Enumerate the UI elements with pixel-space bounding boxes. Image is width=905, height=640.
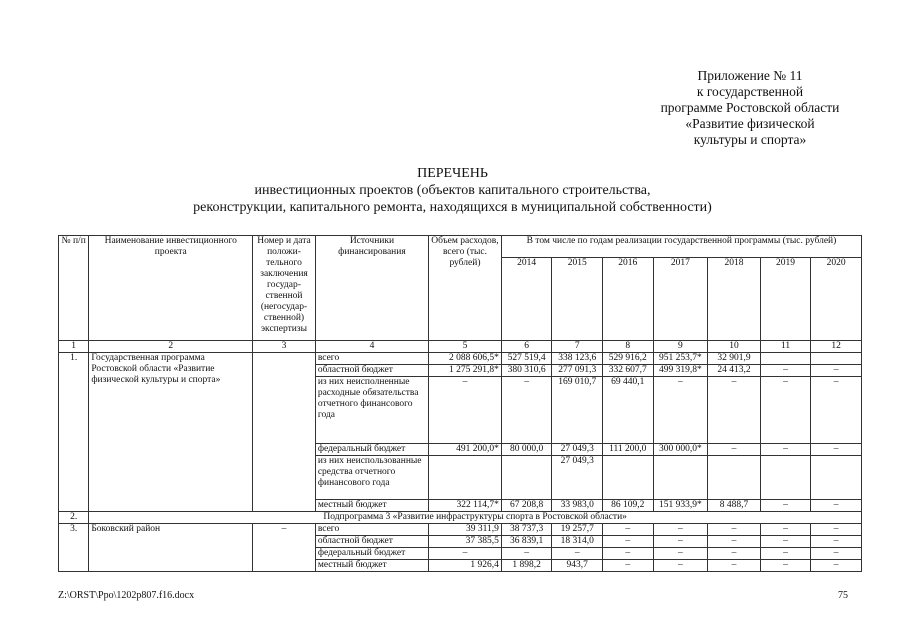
value-cell: – — [708, 560, 761, 572]
row-state-program — [59, 353, 862, 512]
column-number: 7 — [552, 341, 603, 353]
value-cell: – — [653, 560, 708, 572]
appendix-line: «Развитие физической — [685, 116, 815, 131]
value-cell: 32 901,9 — [708, 353, 761, 365]
value-cell: – — [429, 548, 502, 560]
column-number: 11 — [760, 341, 811, 353]
value-cell: 322 114,7* — [429, 500, 502, 512]
funding-source: областной бюджет — [315, 536, 428, 548]
value-cell: – — [603, 524, 654, 536]
value-cell: 18 314,0 — [552, 536, 603, 548]
value-cell: 69 440,1 — [603, 377, 654, 444]
value-cell: – — [811, 444, 862, 456]
header-num: № п/п — [59, 236, 89, 341]
funding-source: местный бюджет — [315, 560, 428, 572]
value-cell: – — [603, 548, 654, 560]
header-year: 2016 — [603, 258, 654, 341]
value-cell: – — [760, 536, 811, 548]
value-cell: 499 319,8* — [653, 365, 708, 377]
value-cell: 39 311,9 — [429, 524, 502, 536]
value-cell: 951 253,7* — [653, 353, 708, 365]
appendix-header — [600, 68, 900, 148]
title-line: реконструкции, капитального ремонта, находящихся в муниципальной собственности) — [193, 200, 712, 215]
value-cell — [811, 353, 862, 365]
value-cell: 169 010,7 — [552, 377, 603, 444]
value-cell: 943,7 — [552, 560, 603, 572]
value-cell: 86 109,2 — [603, 500, 654, 512]
value-cell — [653, 456, 708, 500]
value-cell: 33 983,0 — [552, 500, 603, 512]
column-number: 4 — [315, 341, 428, 353]
table-row — [59, 524, 862, 536]
value-cell: 491 200,0* — [429, 444, 502, 456]
value-cell: 332 607,7 — [603, 365, 654, 377]
header-year: 2019 — [760, 258, 811, 341]
value-cell — [760, 353, 811, 365]
project-name: Боковский район — [89, 524, 253, 572]
funding-source: всего — [315, 524, 428, 536]
table-row — [59, 512, 862, 524]
value-cell: – — [760, 365, 811, 377]
value-cell: – — [653, 548, 708, 560]
value-cell: – — [760, 500, 811, 512]
document-title — [0, 166, 905, 216]
column-number: 10 — [708, 341, 761, 353]
value-cell: 27 049,3 — [552, 456, 603, 500]
table-row — [59, 353, 862, 365]
investment-projects-table — [58, 235, 862, 572]
title-line: инвестиционных проектов (объектов капитального строительства, — [254, 183, 651, 198]
value-cell: 1 926,4 — [429, 560, 502, 572]
value-cell: 80 000,0 — [501, 444, 552, 456]
header-expertise: Номер и дата положи- тельного заключения государ- ственной (негосудар- ственной) экспертизы — [253, 236, 316, 341]
title-line: ПЕРЕЧЕНЬ — [417, 166, 488, 181]
funding-source: федеральный бюджет — [315, 548, 428, 560]
value-cell: – — [501, 377, 552, 444]
column-number: 6 — [501, 341, 552, 353]
value-cell: 1 898,2 — [501, 560, 552, 572]
value-cell: 1 275 291,8* — [429, 365, 502, 377]
appendix-line: к государственной — [696, 84, 804, 99]
funding-source: местный бюджет — [315, 500, 428, 512]
value-cell: – — [708, 536, 761, 548]
column-number: 2 — [89, 341, 253, 353]
value-cell: – — [760, 560, 811, 572]
value-cell: 151 933,9* — [653, 500, 708, 512]
header-year: 2017 — [653, 258, 708, 341]
row-number: 1. — [59, 353, 89, 512]
value-cell: 36 839,1 — [501, 536, 552, 548]
value-cell: – — [811, 365, 862, 377]
row-bokovsky — [59, 524, 862, 572]
value-cell: 27 049,3 — [552, 444, 603, 456]
header-year: 2015 — [552, 258, 603, 341]
value-cell: 529 916,2 — [603, 353, 654, 365]
header-volume: Объем расходов, всего (тыс. рублей) — [429, 236, 502, 341]
header-row — [59, 236, 862, 258]
value-cell — [708, 456, 761, 500]
funding-source: из них неисполненные расходные обязательства отчетного финансового года — [315, 377, 428, 444]
value-cell: – — [760, 444, 811, 456]
value-cell: 111 200,0 — [603, 444, 654, 456]
column-number: 3 — [253, 341, 316, 353]
value-cell: 8 488,7 — [708, 500, 761, 512]
subprogram-title: Подпрограмма 3 «Развитие инфраструктуры спорта в Ростовской области» — [89, 512, 862, 524]
expertise-cell — [253, 353, 316, 512]
value-cell: – — [760, 524, 811, 536]
file-path: Z:\ORST\Ppo\1202p807.f16.docx — [58, 590, 195, 601]
row-number: 2. — [59, 512, 89, 524]
header-year: 2014 — [501, 258, 552, 341]
column-number: 8 — [603, 341, 654, 353]
funding-source: федеральный бюджет — [315, 444, 428, 456]
header-source: Источники финансирования — [315, 236, 428, 341]
value-cell: 37 385,5 — [429, 536, 502, 548]
value-cell — [501, 456, 552, 500]
value-cell: – — [603, 536, 654, 548]
value-cell: – — [603, 560, 654, 572]
value-cell: – — [811, 377, 862, 444]
value-cell: – — [501, 548, 552, 560]
row-number: 3. — [59, 524, 89, 572]
value-cell: – — [653, 536, 708, 548]
value-cell: 67 208,8 — [501, 500, 552, 512]
value-cell: 38 737,3 — [501, 524, 552, 536]
funding-source: из них неиспользованные средства отчетного финансового года — [315, 456, 428, 500]
value-cell: 24 413,2 — [708, 365, 761, 377]
column-number-row — [59, 341, 862, 353]
value-cell: 527 519,4 — [501, 353, 552, 365]
value-cell: – — [811, 536, 862, 548]
value-cell: – — [811, 524, 862, 536]
project-name: Государственная программа Ростовской области «Развитие физической культуры и спорта» — [89, 353, 253, 512]
header-name: Наименование инвестиционного проекта — [89, 236, 253, 341]
value-cell — [429, 456, 502, 500]
appendix-line: культуры и спорта» — [693, 132, 807, 147]
value-cell: – — [653, 377, 708, 444]
value-cell: – — [552, 548, 603, 560]
funding-source: областной бюджет — [315, 365, 428, 377]
value-cell: – — [708, 548, 761, 560]
column-number: 1 — [59, 341, 89, 353]
value-cell: – — [708, 377, 761, 444]
appendix-line: Приложение № 11 — [697, 68, 803, 83]
column-number: 9 — [653, 341, 708, 353]
value-cell: 300 000,0* — [653, 444, 708, 456]
value-cell: 338 123,6 — [552, 353, 603, 365]
value-cell: – — [653, 524, 708, 536]
row-subprogram — [59, 512, 862, 524]
value-cell: – — [811, 548, 862, 560]
value-cell: – — [811, 560, 862, 572]
value-cell: 380 310,6 — [501, 365, 552, 377]
header-year: 2020 — [811, 258, 862, 341]
appendix-line: программе Ростовской области — [660, 100, 840, 115]
value-cell: – — [708, 524, 761, 536]
value-cell — [760, 456, 811, 500]
value-cell: – — [760, 548, 811, 560]
value-cell: – — [429, 377, 502, 444]
page-number: 75 — [838, 590, 848, 601]
value-cell: – — [811, 500, 862, 512]
column-number: 5 — [429, 341, 502, 353]
column-number: 12 — [811, 341, 862, 353]
value-cell: – — [760, 377, 811, 444]
header-year: 2018 — [708, 258, 761, 341]
value-cell — [603, 456, 654, 500]
value-cell — [811, 456, 862, 500]
value-cell: 19 257,7 — [552, 524, 603, 536]
expertise-cell: – — [253, 524, 316, 572]
value-cell: 2 088 606,5* — [429, 353, 502, 365]
value-cell: – — [708, 444, 761, 456]
header-by-year: В том числе по годам реализации государственной программы (тыс. рублей) — [501, 236, 861, 258]
funding-source: всего — [315, 353, 428, 365]
value-cell: 277 091,3 — [552, 365, 603, 377]
